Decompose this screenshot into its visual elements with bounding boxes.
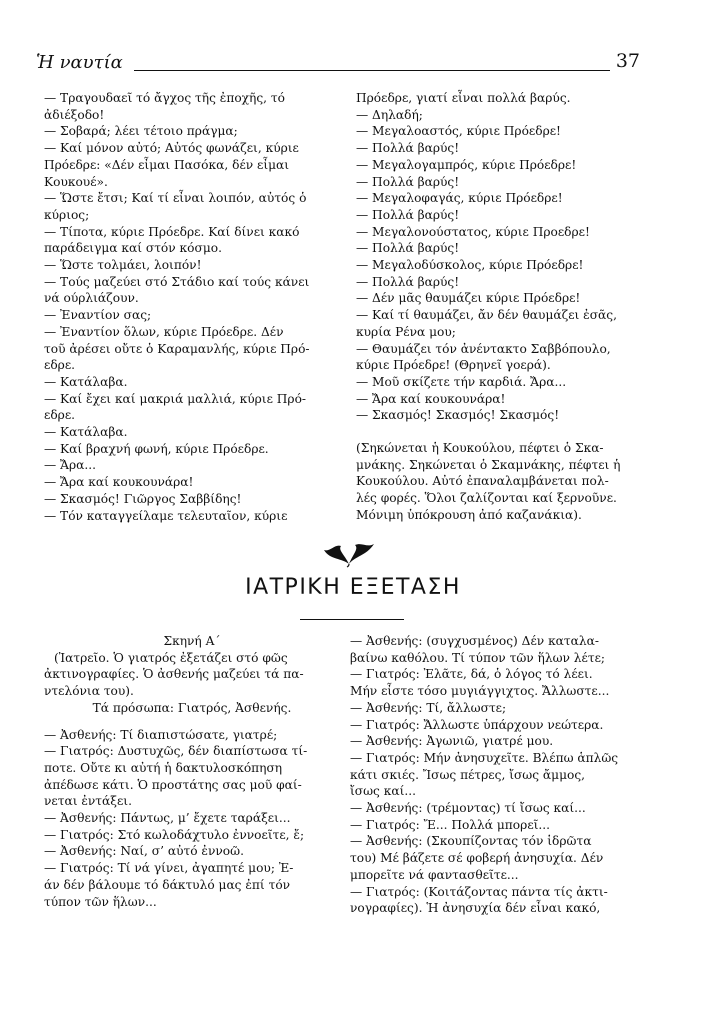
text-line: νά ούρλιάζουν. — [44, 291, 139, 306]
text-line: — Ἄρα... — [44, 458, 97, 473]
text-line: — Τόν καταγγείλαμε τελευταῖον, κύριε — [44, 508, 288, 523]
text-line: κυρία Ρένα μου; — [356, 324, 456, 339]
text-line: — Μεγαλοδύσκολος, κύριε Πρόεδρε! — [356, 258, 584, 273]
text-line: (Σηκώνεται ἡ Κουκούλου, πέφτει ὁ Σκα- — [356, 441, 604, 456]
text-line: Μήν εἶστε τόσο μυγιάγγιχτος. Ἄλλωστε... — [350, 684, 610, 699]
text-line: — Πολλά βαρύς! — [356, 241, 460, 256]
text-line: — Καί βραχνή φωνή, κύριε Πρόεδρε. — [44, 441, 269, 456]
text-line: Κουκούλου. Αὐτό ἐπαναλαμβάνεται πολ- — [356, 474, 609, 489]
text-line: — Μεγαλονούστατος, κύριε Προεδρε! — [356, 224, 590, 239]
text-line: — Ὥστε ἔτσι; Καί τί εἶναι λοιπόν, αὐτός ὁ — [44, 191, 307, 206]
scene-heading: Σκηνή Α΄ — [163, 634, 221, 648]
text-line: — Κατάλαβα. — [44, 374, 128, 389]
text-line: — Ἀσθενής: Ναί, σ’ αὐτό ἐννοῶ. — [44, 844, 244, 859]
text-line: — Τραγουδαεῖ τό ἄγχος τῆς ἐποχῆς, τό — [44, 91, 286, 105]
text-line: νογραφίες). Ἡ ἀνησυχία δέν εἶναι κακό, — [350, 901, 601, 916]
text-line: — Ὥστε τολμάει, λοιπόν! — [44, 258, 202, 273]
running-title: Ἡ ναυτία — [36, 52, 123, 73]
text-line: — Πολλά βαρύς! — [356, 141, 460, 156]
text-line: ἀκτινογραφίες. Ὁ ἀσθενής μαζεύει τά πα- — [44, 667, 304, 682]
text-line: — Ἀσθενής: (Σκουπίζοντας τόν ἱδρῶτα — [350, 834, 592, 849]
text-line: τοῦ ἀρέσει οὔτε ὁ Καραμανλής, κύριε Πρό- — [44, 341, 310, 356]
text-line: — Καί ἔχει καί μακριά μαλλιά, κύριε Πρό- — [44, 391, 307, 406]
text-line: Πρόεδρε: «Δέν εἶμαι Πασόκα, δέν εἶμαι — [44, 157, 290, 172]
text-line: — Γιατρός: Δυστυχῶς, δέν διαπίστωσα τί- — [44, 744, 308, 759]
text-line: εδρε. — [44, 408, 76, 423]
text-line: κύριος; — [44, 207, 90, 222]
text-line: — Μοῦ σκίζετε τήν καρδιά. Ἄρα... — [356, 374, 567, 389]
header-rule — [134, 70, 610, 71]
stage-direction — [356, 440, 654, 524]
text-line: — Σκασμός! Σκασμός! Σκασμός! — [356, 408, 560, 423]
text-line: — Ἀσθενής: Ἀγωνιῶ, γιατρέ μου. — [350, 734, 554, 749]
dialogue-column-3 — [44, 633, 340, 910]
text-line: — Σκασμός! Γιῶργος Σαββίδης! — [44, 491, 242, 506]
dialogue-column-1 — [44, 90, 342, 524]
text-line: — Δηλαδή; — [356, 107, 423, 122]
text-line: — Δέν μᾶς θαυμάζει κύριε Πρόεδρε! — [356, 291, 581, 306]
text-line: — Τίποτα, κύριε Πρόεδρε. Καί δίνει κακό — [44, 224, 300, 239]
text-line: — Καί τί θαυμάζει, ἄν δέν θαυμάζει ἐσᾶς, — [356, 308, 617, 323]
text-line: — Ἀσθενής: Τί διαπιστώσατε, γιατρέ; — [44, 727, 278, 742]
text-line: — Πολλά βαρύς! — [356, 274, 460, 289]
text-line: βαίνω καθόλου. Τί τύπον τῶν ἥλων λέτε; — [350, 650, 605, 665]
dialogue-column-4 — [350, 633, 646, 917]
text-line: ποτε. Οὔτε κι αὐτή ἡ δακτυλοσκόπηση — [44, 760, 283, 775]
text-line: — Κατάλαβα. — [44, 425, 128, 440]
dialogue-column-2 — [356, 90, 654, 524]
text-line: μνάκης. Σηκώνεται ὁ Σκαμνάκης, πέφτει ἡ — [356, 457, 621, 472]
text-line: — Μεγαλογαμπρός, κύριε Πρόεδρε! — [356, 157, 577, 172]
text-line: — Σοβαρά; λέει τέτοιο πράγμα; — [44, 124, 238, 139]
text-line: εδρε. — [44, 358, 76, 373]
text-line: κύριε Πρόεδρε! (Θρηνεῖ γοερά). — [356, 358, 551, 373]
page-header — [36, 52, 640, 76]
text-line: άν δέν βάλουμε τό δάκτυλό μας ἐπί τόν — [44, 877, 291, 892]
text-line: — Πολλά βαρύς! — [356, 207, 460, 222]
text-line: — Μεγαλοφαγάς, κύριε Πρόεδρε! — [356, 191, 563, 206]
text-line: ντελόνια του). — [44, 684, 134, 699]
text-line: κάτι σκιές. Ἴσως πέτρες, ἴσως ἄμμος, — [350, 767, 586, 782]
text-line: Κουκουέ». — [44, 174, 108, 189]
section-title: ΙΑΤΡΙΚΗ ΕΞΕΤΑΣΗ — [245, 575, 461, 600]
text-line: — Γιατρός: Τί νά γίνει, ἀγαπητέ μου; Ἐ- — [44, 861, 294, 876]
text-line: ἀπέδωσε κάτι. Ὁ προστάτης σας μοῦ φαί- — [44, 777, 302, 792]
text-line: (Ἰατρεῖο. Ὁ γιατρός ἐξετάζει στό φῶς — [54, 650, 288, 665]
text-line: — Πολλά βαρύς! — [356, 174, 460, 189]
text-line: — Ἀσθενής: Τί, ἄλλωστε; — [350, 700, 507, 715]
text-line: — Γιατρός: Στό κωλοδάχτυλο ἐννοεῖτε, ἔ; — [44, 827, 305, 842]
text-line: ἴσως καί... — [350, 784, 416, 799]
text-line: — Ἄρα καί κουκουνάρα! — [356, 391, 506, 406]
text-line: — Τούς μαζεύει στό Στάδιο καί τούς κάνει — [44, 274, 310, 289]
text-line: ἀδιέξοδο! — [44, 107, 105, 122]
text-line: Μόνιμη ὑπόκρουση ἀπό καζανάκια). — [356, 507, 582, 522]
text-line: νεται ἐντάξει. — [44, 794, 132, 809]
text-line: παράδειγμα καί στόν κόσμο. — [44, 241, 222, 256]
text-line: — Γιατρός: Ἄλλωστε ὑπάρχουν νεώτερα. — [350, 717, 604, 732]
text-line: λές φορές. Ὅλοι ζαλίζονται καί ξερνοῦνε. — [356, 491, 617, 506]
text-line: — Θαυμάζει τόν ἀνέντακτο Σαββόπουλο, — [356, 341, 611, 356]
text-line: — Γιατρός: Ἔ... Πολλά μπορεῖ... — [350, 817, 551, 832]
scene-setting — [44, 650, 340, 700]
text-line: — Γιατρός: Μήν ἀνησυχεῖτε. Βλέπω ἁπλῶς — [350, 750, 619, 765]
text-line: — Ἄρα καί κουκουνάρα! — [44, 475, 194, 490]
text-line: — Μεγαλοαστός, κύριε Πρόεδρε! — [356, 124, 561, 139]
text-line: — Ἀσθενής: (τρέμοντας) τί ἴσως καί... — [350, 801, 586, 816]
title-rule — [300, 619, 404, 620]
text-line: — Καί μόνον αὐτό; Αὐτός φωνάζει, κύριε — [44, 141, 299, 156]
ivy-leaf-ornament-icon — [322, 540, 376, 568]
text-line: — Ἀσθενής: Πάντως, μ’ ἔχετε ταράξει... — [44, 811, 291, 826]
text-line: — Ἐναντίον σας; — [44, 308, 152, 323]
page-number: 37 — [615, 50, 640, 72]
text-line: — Γιατρός: (Κοιτάζοντας πάντα τίς ἀκτι- — [350, 884, 608, 899]
text-line: — Ἐναντίον ὅλων, κύριε Πρόεδρε. Δέν — [44, 324, 284, 339]
text-line: — Ἀσθενής: (συγχυσμένος) Δέν καταλα- — [350, 634, 599, 648]
dramatis-personae: Τά πρόσωπα: Γιατρός, Ἀσθενής. — [92, 700, 292, 715]
text-line: τύπον τῶν ἥλων... — [44, 894, 157, 909]
text-line: Πρόεδρε, γιατί εἶναι πολλά βαρύς. — [356, 91, 571, 105]
text-line: — Γιατρός: Ἐλᾶτε, δά, ὁ λόγος τό λέει. — [350, 667, 593, 682]
text-line: μπορεῖτε νά φαντασθεῖτε... — [350, 867, 519, 882]
text-line: του) Μέ βάζετε σέ φοβερή ἀνησυχία. Δέν — [350, 851, 604, 866]
